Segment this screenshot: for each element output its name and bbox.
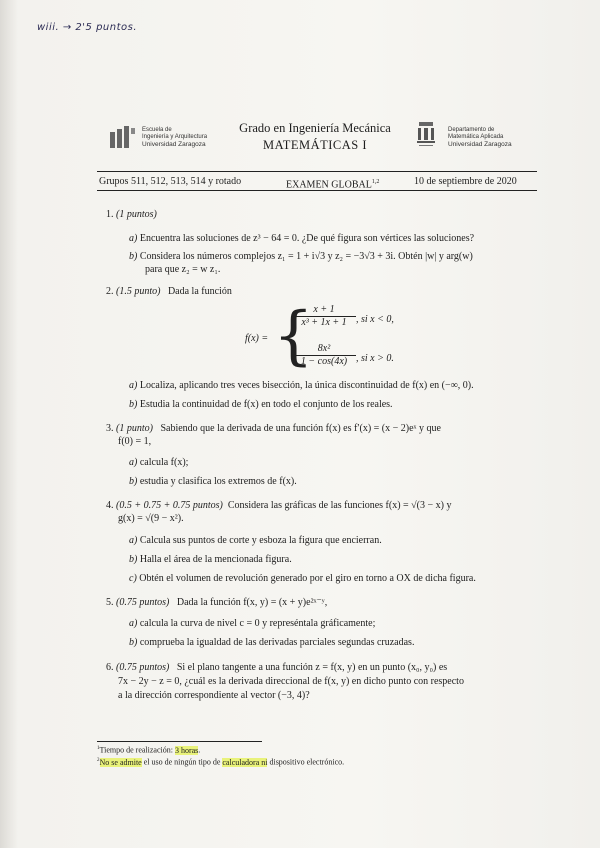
case-1-fraction: $\frac{x + 1}{\text{x³ + 1x + 1}}$	[292, 304, 356, 329]
question-1-item-b: b) Considera los números complejos z₁ = 1 + i√3 y z₂ = −3√3 + 3i. Obtén |w| y arg(w)	[129, 251, 473, 262]
question-2-item-b: b) Estudia la continuidad de f(x) en todo el conjunto de los reales.	[129, 399, 393, 410]
footnote-2: $^2$No se admite el uso de ningún tipo de calculadora ni dispositivo electrónico.	[97, 757, 345, 767]
question-5-header: 5. (0.75 puntos) Dada la función f(x, y) = (x + y)e²ˣ⁻ʸ,	[106, 597, 328, 608]
question-6-intro-cont-2: a la dirección correspondiente al vector (−3, 4)?	[118, 690, 310, 701]
question-4-item-c: c) Obtén el volumen de revolución generado por el giro en torno a OX de dicha figura.	[129, 573, 476, 584]
question-3-item-b: b) estudia y clasifica los extremos de f(x).	[129, 476, 297, 487]
exam-label: EXAMEN GLOBAL$^{1,2}$	[286, 179, 380, 191]
subject-title: MATEMÁTICAS I	[262, 138, 368, 152]
handwritten-note: wiii. → 2'5 puntos.	[37, 22, 138, 33]
question-4-item-a: a) Calcula sus puntos de corte y esboza la figura que encierran.	[129, 535, 382, 546]
question-4-header: 4. (0.5 + 0.75 + 0.75 puntos) Considera las gráficas de las funciones f(x) = √(3 − x) y	[106, 500, 452, 511]
degree-title: Grado en Ingeniería Mecánica	[239, 121, 391, 135]
case-2-fraction: $\frac{\text{8x²}}{1 - \cos(4x)}$	[292, 343, 356, 368]
question-5-item-a: a) calcula la curva de nivel c = 0 y represéntala gráficamente;	[129, 618, 376, 629]
case-1-condition: , si x < 0,	[356, 314, 394, 325]
function-lhs: f(x) =	[245, 333, 269, 344]
question-3-header: 3. (1 punto) Sabiendo que la derivada de una función f(x) es f′(x) = (x − 2)eˣ y que	[106, 423, 441, 434]
top-rule	[97, 171, 537, 172]
question-2-item-a: a) Localiza, aplicando tres veces bisección, la única discontinuidad de f(x) en (−∞, 0).	[129, 380, 474, 391]
eina-logo-text: Escuela de Ingeniería y Arquitectura Universidad Zaragoza	[142, 127, 208, 148]
question-6-header: 6. (0.75 puntos) Si el plano tangente a una función z = f(x, y) en un punto (x₀, y₀) es	[106, 662, 448, 673]
eina-logo-icon	[108, 126, 136, 150]
department-logo-text: Departamento de Matemática Aplicada Universidad Zaragoza	[448, 127, 512, 148]
groups-label: Grupos 511, 512, 513, 514 y rotado	[99, 176, 242, 187]
question-5-item-b: b) comprueba la igualdad de las derivadas parciales segundas cruzadas.	[129, 637, 415, 648]
bottom-rule	[97, 190, 537, 191]
question-2-header: 2. (1.5 punto) Dada la función	[106, 286, 232, 297]
question-6-intro-cont: 7x − 2y − z = 0, ¿cuál es la derivada direccional de f(x, y) en dicho punto con respecto	[118, 676, 464, 687]
question-1-item-b-cont: para que z₂ = w z₁.	[145, 264, 221, 275]
question-1-item-a: a) Encuentra las soluciones de z³ − 64 = 0. ¿De qué figura son vértices las soluciones?	[129, 233, 475, 244]
piecewise-brace: {	[273, 299, 314, 373]
case-2-condition: , si x > 0.	[356, 353, 394, 364]
footnote-rule	[97, 741, 262, 742]
question-3-intro-cont: f(0) = 1,	[118, 436, 152, 447]
exam-date: 10 de septiembre de 2020	[414, 176, 517, 187]
question-1-header: 1. (1 puntos)	[106, 209, 157, 220]
footnote-1: $^1$Tiempo de realización: 3 horas.	[97, 745, 201, 755]
question-4-item-b: b) Halla el área de la mencionada figura.	[129, 554, 292, 565]
question-3-item-a: a) calcula f(x);	[129, 457, 189, 468]
question-4-intro-cont: g(x) = √(9 − x²).	[118, 513, 184, 524]
university-crest-icon	[416, 121, 436, 149]
